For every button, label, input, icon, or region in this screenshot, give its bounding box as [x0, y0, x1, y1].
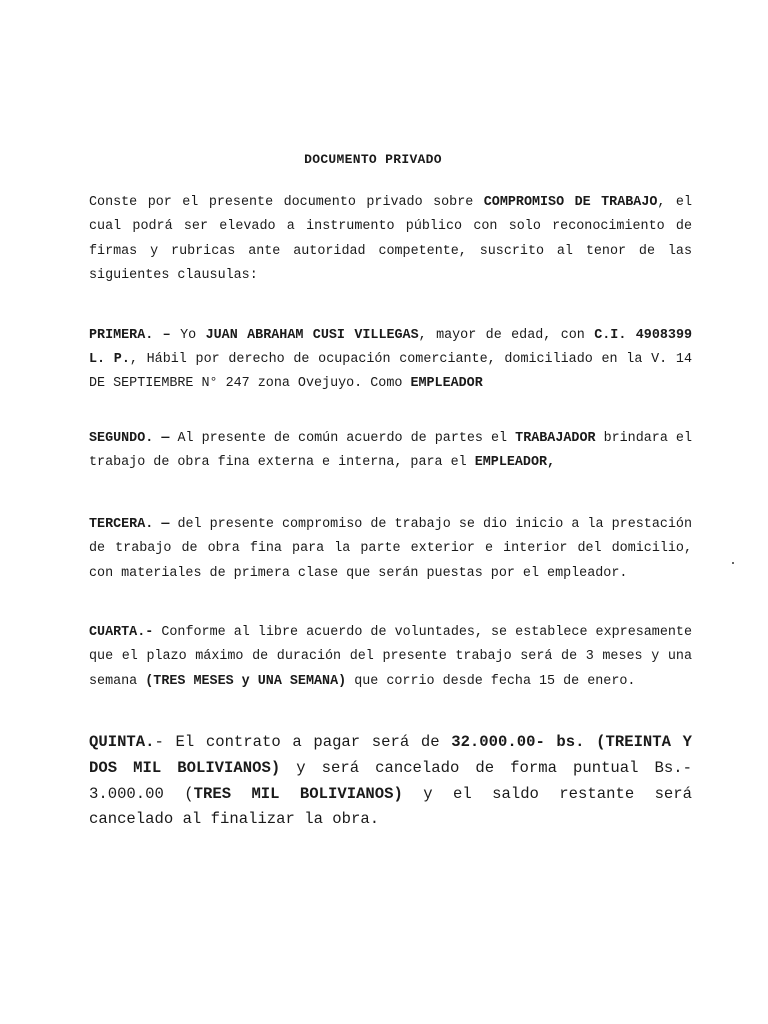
intro-text-1: Conste por el presente documento privado sobre: [89, 195, 484, 210]
cuarta-text-1: Conforme al libre acuerdo de voluntades, se establece expresamente que el plazo máximo de duración del presente trabajo será de 3 meses y una semana: [89, 625, 692, 689]
intro-paragraph: [89, 191, 692, 289]
segundo-heading: SEGUNDO. —: [89, 431, 170, 446]
clause-segundo: [89, 427, 692, 476]
quinta-text-2: y será cancelado de forma puntual Bs.- 3.000.00 (: [89, 758, 692, 803]
segundo-text-2: brindara el trabajo de obra fina externa e interna, para el: [89, 431, 692, 471]
cuarta-duration: (TRES MESES y UNA SEMANA): [145, 673, 347, 689]
primera-text-3: , Hábil por derecho de ocupación comerciante, domiciliado en la V. 14 DE SEPTIEMBRE N° 247 zona Ovejuyo. Como: [89, 352, 692, 392]
clause-cuarta: [89, 621, 692, 694]
segundo-worker: TRABAJADOR: [515, 431, 596, 446]
primera-role: EMPLEADOR: [410, 376, 483, 392]
clause-tercera: [89, 513, 692, 586]
cuarta-heading: CUARTA.-: [89, 625, 154, 640]
tercera-heading: TERCERA. —: [89, 517, 170, 532]
segundo-text-1: Al presente de común acuerdo de partes el: [169, 431, 516, 446]
tercera-text-1: del presente compromiso de trabajo se dio inicio a la prestación de trabajo de obra fina para la parte exterior e interior del domicilio, con materiales de primera clase que serán puestas por el empleador.: [89, 517, 692, 581]
segundo-employer: EMPLEADOR,: [474, 455, 556, 471]
stray-mark: [732, 562, 734, 564]
cuarta-text-2: que corrio desde fecha 15 de enero.: [346, 673, 636, 689]
quinta-amount: 32.000.00- bs. (TREINTA Y DOS MIL BOLIVIANOS): [89, 733, 693, 777]
quinta-installment: TRES MIL BOLIVIANOS): [193, 784, 403, 803]
primera-text-2: , mayor de edad, con: [418, 328, 595, 343]
primera-heading: PRIMERA. –: [89, 328, 171, 343]
quinta-text-3: y el saldo restante será cancelado al finalizar la obra.: [89, 784, 692, 829]
clause-primera: [89, 324, 692, 397]
quinta-text-1: - El contrato a pagar será de: [154, 733, 452, 751]
intro-text-2: , el cual podrá ser elevado a instrumento público con solo reconocimiento de firmas y rubricas ante autoridad competente, suscrito al tenor de las siguientes clausulas:: [89, 195, 692, 284]
document-title: DOCUMENTO PRIVADO: [304, 152, 442, 167]
primera-id: C.I. 4908399 L. P.: [89, 328, 693, 368]
intro-bold-commitment: COMPROMISO DE TRABAJO: [483, 195, 658, 210]
primera-text-1: Yo: [170, 328, 206, 343]
primera-name: JUAN ABRAHAM CUSI VILLEGAS: [205, 328, 419, 343]
clause-quinta: [89, 730, 692, 833]
quinta-heading: QUINTA.: [89, 733, 155, 751]
